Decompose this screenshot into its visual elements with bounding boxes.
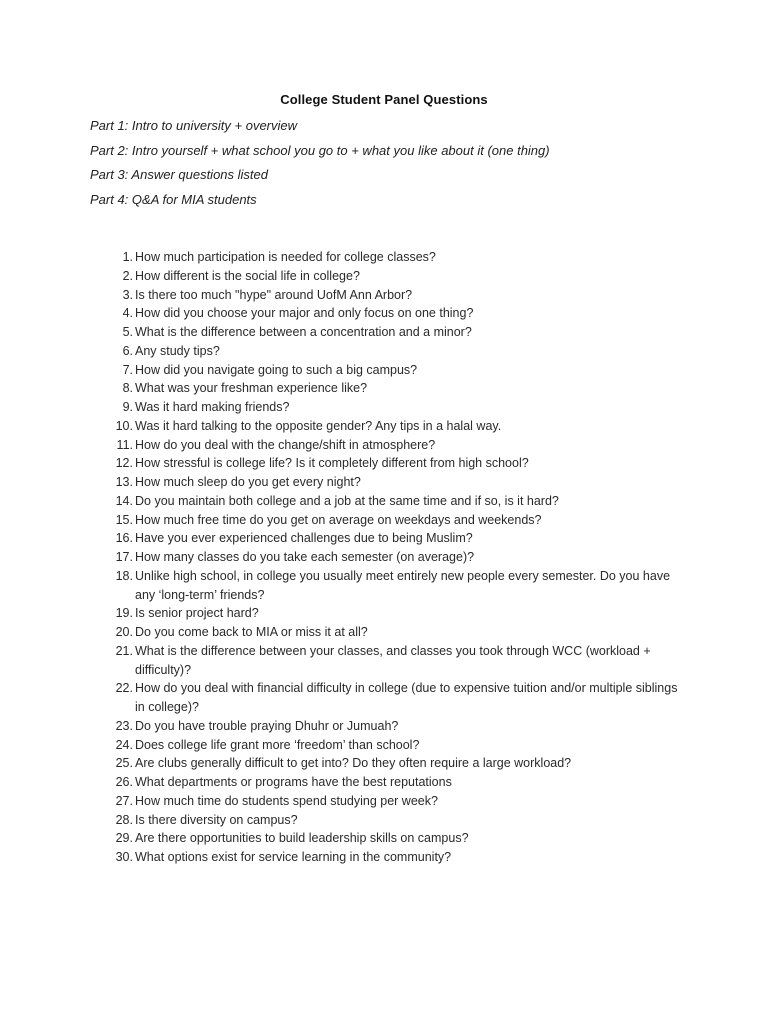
question-item xyxy=(90,623,690,642)
part-line: Part 4: Q&A for MIA students xyxy=(90,191,257,207)
question-text: Does college life grant more ‘freedom’ than school? xyxy=(135,737,420,752)
question-number: 5. xyxy=(122,325,133,339)
question-item xyxy=(90,473,690,492)
question-number: 8. xyxy=(122,381,133,396)
question-number: 12. xyxy=(115,456,133,471)
question-text: Was it hard talking to the opposite gender? Any tips in a halal way. xyxy=(135,418,502,433)
question-number: 4. xyxy=(122,306,133,321)
question-number: 1. xyxy=(122,250,133,264)
question-item xyxy=(90,511,690,530)
question-item xyxy=(90,736,690,755)
question-item xyxy=(90,811,690,830)
question-number: 30. xyxy=(115,850,133,864)
question-text: How do you deal with the change/shift in atmosphere? xyxy=(135,437,436,452)
question-text: What is the difference between your classes, and classes you took through WCC (workload + difficulty)? xyxy=(135,643,651,677)
parts-list xyxy=(90,116,730,214)
question-item xyxy=(90,529,690,548)
question-item xyxy=(90,567,690,605)
question-number: 6. xyxy=(122,343,133,358)
question-text: Are clubs generally difficult to get into? Do they often require a large workload? xyxy=(135,756,572,771)
document-title: College Student Panel Questions xyxy=(280,92,488,107)
question-number: 25. xyxy=(115,756,133,771)
question-item xyxy=(90,248,690,267)
question-text: Do you come back to MIA or miss it at all? xyxy=(135,625,368,639)
question-number: 22. xyxy=(115,681,133,696)
question-text: How much sleep do you get every night? xyxy=(135,475,361,489)
question-item xyxy=(90,492,690,511)
question-text: How much free time do you get on average on weekdays and weekends? xyxy=(135,512,542,527)
question-number: 27. xyxy=(115,793,133,808)
question-number: 15. xyxy=(115,512,133,527)
question-number: 9. xyxy=(122,400,133,414)
question-text: Do you have trouble praying Dhuhr or Jumuah? xyxy=(135,718,399,733)
question-text: How did you navigate going to such a big campus? xyxy=(135,362,418,377)
question-text: Was it hard making friends? xyxy=(135,400,290,414)
question-number: 26. xyxy=(115,775,133,789)
question-item xyxy=(90,717,690,736)
question-text: What options exist for service learning in the community? xyxy=(135,850,452,864)
question-item xyxy=(90,754,690,773)
question-number: 21. xyxy=(115,643,133,658)
question-text: How much time do students spend studying per week? xyxy=(135,793,438,808)
question-item xyxy=(90,304,690,323)
question-item xyxy=(90,361,690,380)
question-item xyxy=(90,267,690,286)
question-item xyxy=(90,323,690,342)
question-item xyxy=(90,642,690,680)
question-text: Are there opportunities to build leadership skills on campus? xyxy=(135,831,469,846)
question-item xyxy=(90,679,690,717)
question-text: How stressful is college life? Is it completely different from high school? xyxy=(135,456,529,471)
question-number: 20. xyxy=(115,625,133,639)
question-item xyxy=(90,829,690,848)
question-number: 2. xyxy=(122,268,133,283)
question-item xyxy=(90,286,690,305)
question-item xyxy=(90,454,690,473)
question-item xyxy=(90,604,690,623)
question-text: Is senior project hard? xyxy=(135,606,259,621)
question-item xyxy=(90,773,690,792)
questions-list xyxy=(90,248,690,867)
question-item xyxy=(90,436,690,455)
question-item xyxy=(90,792,690,811)
part-line: Part 1: Intro to university + overview xyxy=(90,118,298,133)
question-item xyxy=(90,417,690,436)
question-text: Do you maintain both college and a job at the same time and if so, is it hard? xyxy=(135,493,559,508)
question-text: How do you deal with financial difficulty in college (due to expensive tuition and/or multiple siblings in college)? xyxy=(135,681,678,714)
question-text: How did you choose your major and only focus on one thing? xyxy=(135,306,474,321)
question-number: 23. xyxy=(115,718,133,733)
question-number: 29. xyxy=(115,831,133,846)
question-number: 10. xyxy=(115,418,133,433)
question-number: 11. xyxy=(116,437,133,452)
question-item xyxy=(90,379,690,398)
question-number: 24. xyxy=(115,737,133,752)
question-number: 19. xyxy=(115,606,133,621)
question-text: What is the difference between a concentration and a minor? xyxy=(135,325,472,339)
question-number: 3. xyxy=(122,287,133,302)
question-text: What was your freshman experience like? xyxy=(135,381,368,396)
question-text: How many classes do you take each semester (on average)? xyxy=(135,550,475,564)
question-number: 14. xyxy=(115,493,133,508)
question-number: 17. xyxy=(115,550,133,564)
question-number: 18. xyxy=(115,568,133,583)
question-item xyxy=(90,398,690,417)
part-line: Part 3: Answer questions listed xyxy=(90,167,268,183)
question-text: What departments or programs have the best reputations xyxy=(135,775,452,789)
question-item xyxy=(90,848,690,867)
question-number: 13. xyxy=(115,475,133,489)
question-text: Any study tips? xyxy=(135,343,220,358)
question-text: How much participation is needed for college classes? xyxy=(135,250,436,264)
part-line: Part 2: Intro yourself + what school you go to + what you like about it (one thing) xyxy=(90,142,550,158)
question-text: Unlike high school, in college you usually meet entirely new people every semester. Do you have any ‘long-term’ friends? xyxy=(135,568,671,602)
question-number: 28. xyxy=(115,812,133,827)
question-item xyxy=(90,548,690,567)
question-text: Is there too much "hype" around UofM Ann Arbor? xyxy=(135,287,413,302)
question-text: Is there diversity on campus? xyxy=(135,812,298,827)
question-text: How different is the social life in college? xyxy=(135,268,360,283)
question-number: 7. xyxy=(122,362,133,377)
question-number: 16. xyxy=(115,531,133,546)
question-text: Have you ever experienced challenges due to being Muslim? xyxy=(135,531,473,546)
question-item xyxy=(90,342,690,361)
